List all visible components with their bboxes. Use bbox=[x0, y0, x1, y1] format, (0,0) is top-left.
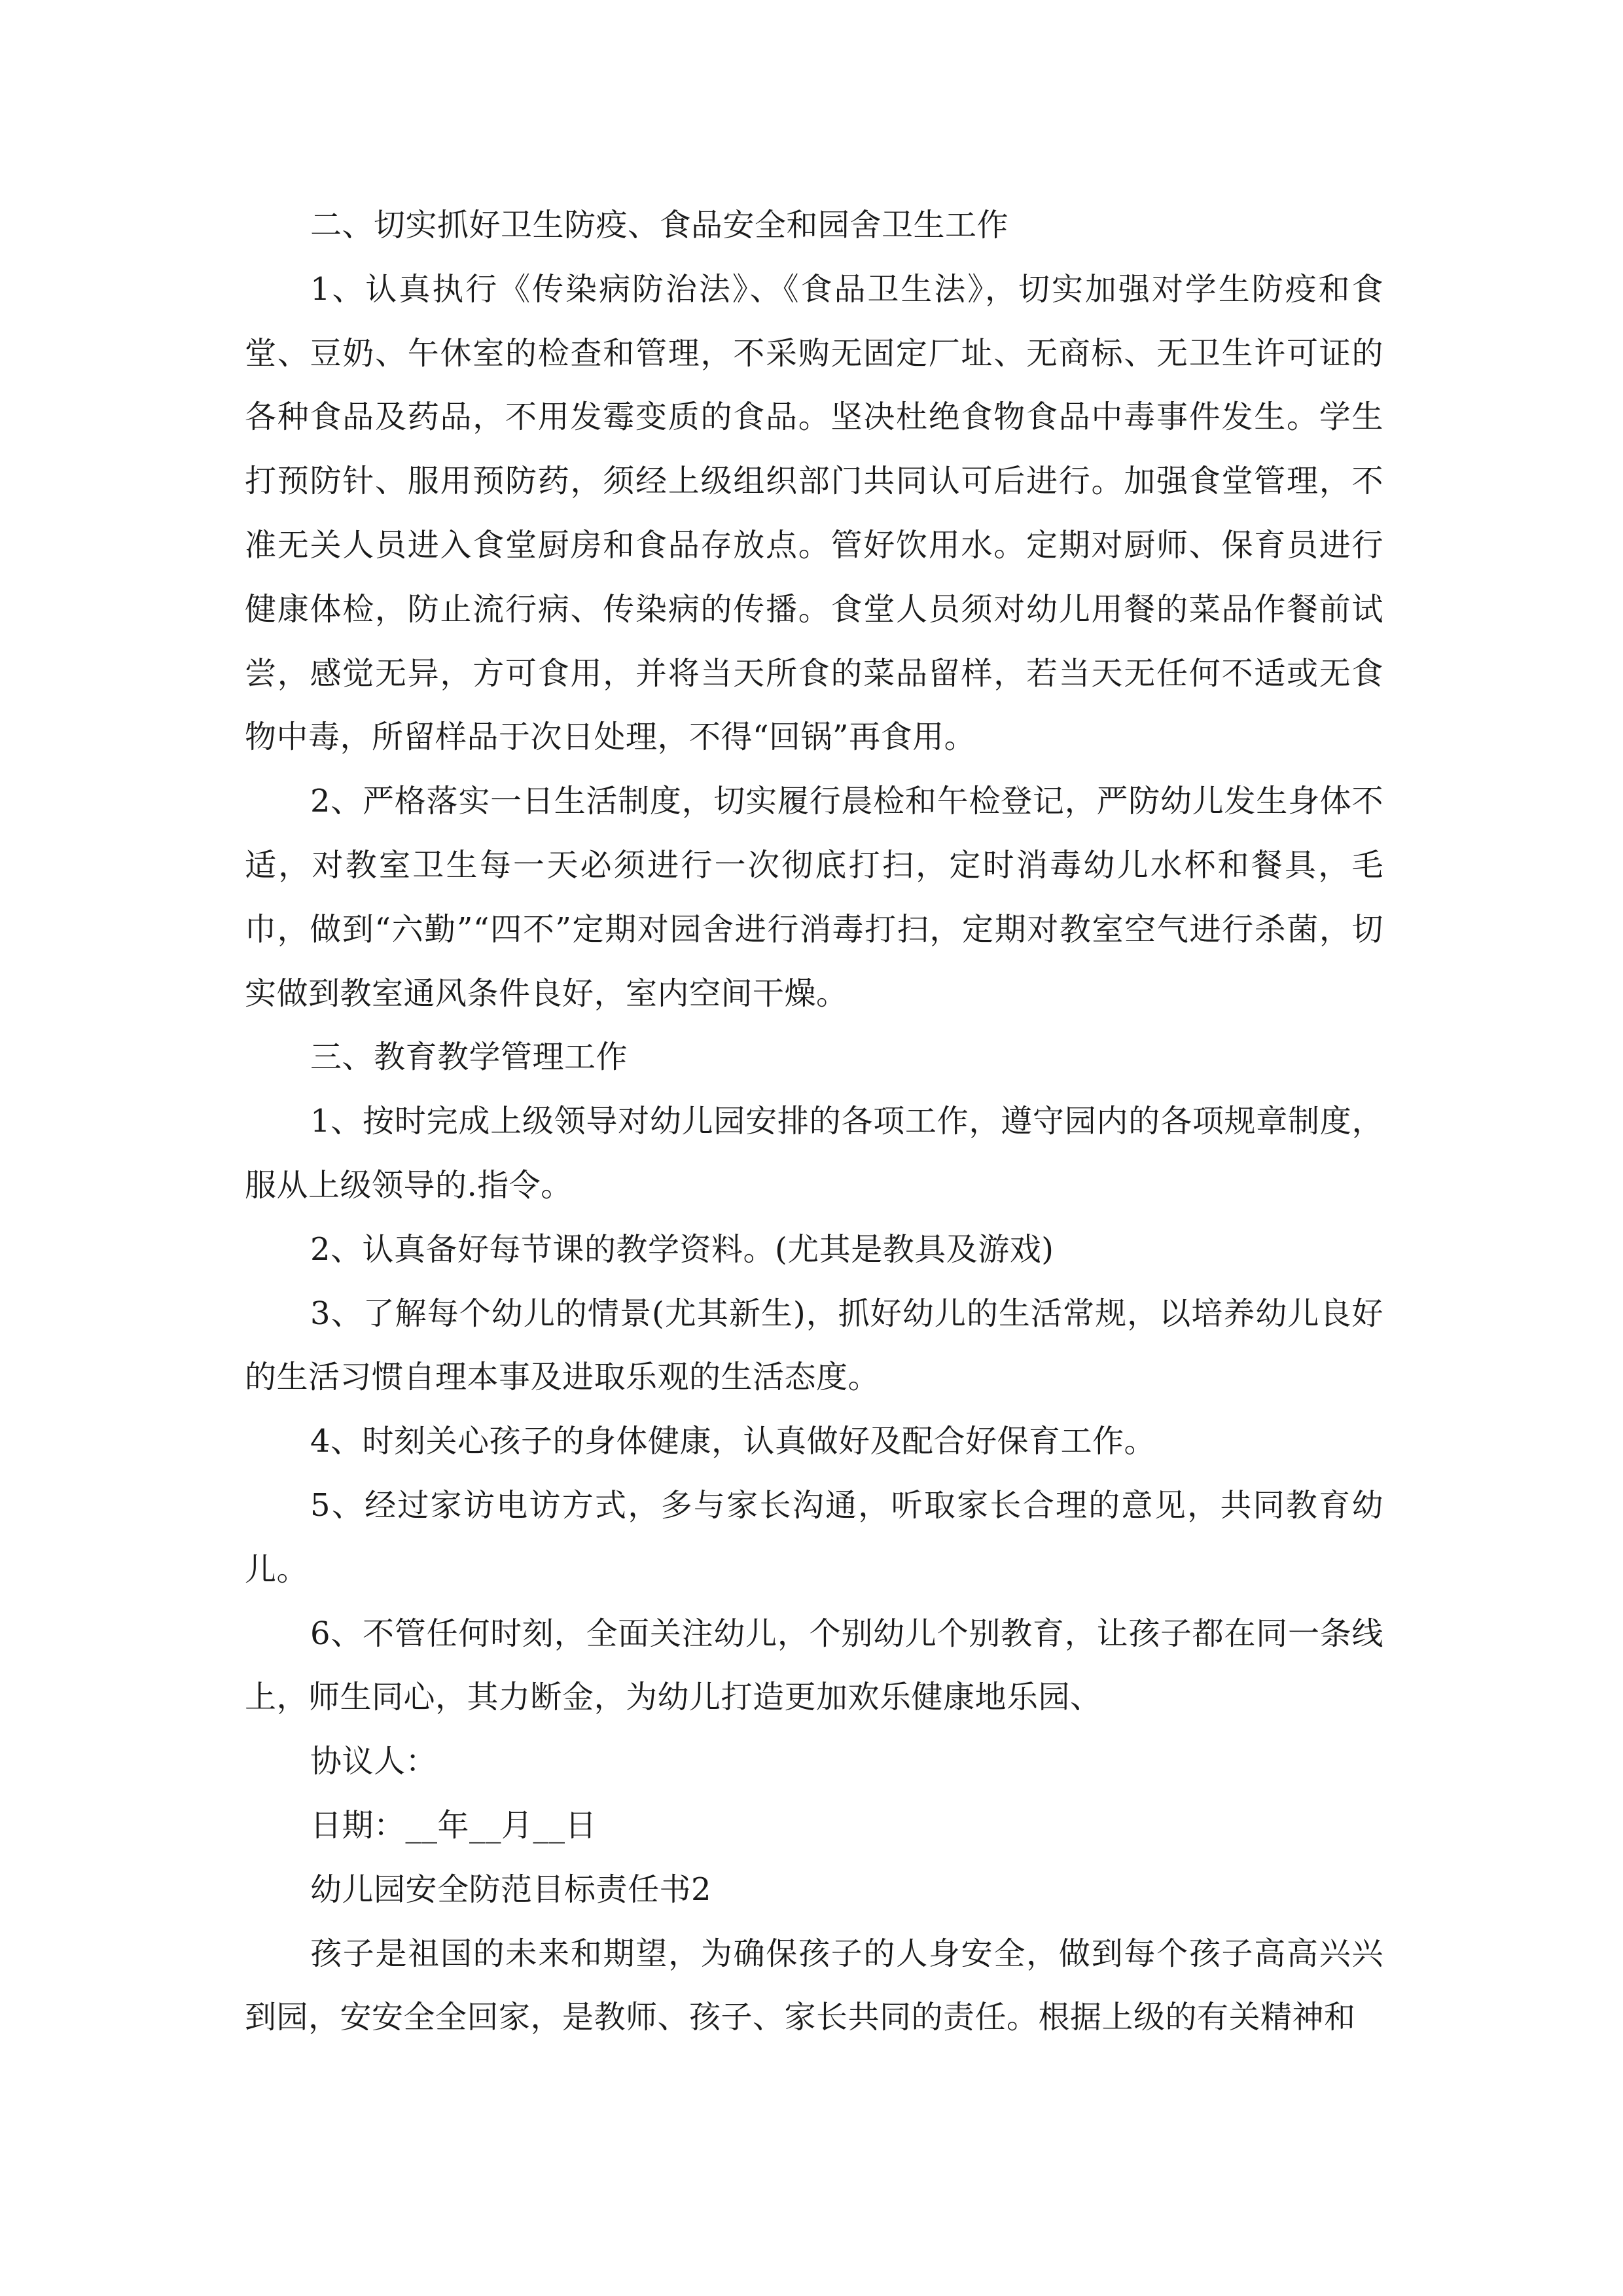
paragraph-education-5: 5、经过家访电访方式，多与家长沟通，听取家长合理的意见，共同教育幼儿。 bbox=[245, 1486, 1383, 1588]
paragraph-education-6: 6、不管任何时刻，全面关注幼儿，个别幼儿个别教育，让孩子都在同一条线上，师生同心，其力断金，为幼儿打造更加欢乐健康地乐园、 bbox=[245, 1615, 1383, 1716]
paragraph-daily-routine: 2、严格落实一日生活制度，切实履行晨检和午检登记，严防幼儿发生身体不适，对教室卫生每一天必须进行一次彻底打扫，定时消毒幼儿水杯和餐具，毛巾，做到“六勤”“四不”定期对园舍进行消毒打扫，定期对教室空气进行杀菌，切实做到教室通风条件良好，室内空间干燥。 bbox=[245, 783, 1383, 1012]
date-line: 日期：__年__月__日 bbox=[310, 1806, 597, 1844]
section-heading-education: 三、教育教学管理工作 bbox=[310, 1039, 628, 1076]
paragraph-education-2: 2、认真备好每节课的教学资料。(尤其是教具及游戏) bbox=[310, 1230, 1054, 1268]
paragraph-intro-2: 孩子是祖国的未来和期望，为确保孩子的人身安全，做到每个孩子高高兴兴到园，安安全全回家，是教师、孩子、家长共同的责任。根据上级的有关精神和 bbox=[245, 1935, 1383, 2036]
document-title-2: 幼儿园安全防范目标责任书2 bbox=[310, 1871, 712, 1908]
section-heading-hygiene: 二、切实抓好卫生防疫、食品安全和园舍卫生工作 bbox=[310, 207, 1009, 243]
paragraph-education-3: 3、了解每个幼儿的情景(尤其新生)，抓好幼儿的生活常规，以培养幼儿良好的生活习惯自理本事及进取乐观的生活态度。 bbox=[245, 1295, 1383, 1396]
paragraph-epidemic-prevention: 1、认真执行《传染病防治法》、《食品卫生法》，切实加强对学生防疫和食堂、豆奶、午休室的检查和管理，不采购无固定厂址、无商标、无卫生许可证的各种食品及药品，不用发霉变质的食品。坚决杜绝食物食品中毒事件发生。学生打预防针、服用预防药，须经上级组织部门共同认可后进行。加强食堂管理，不准无关人员进入食堂厨房和食品存放点。管好饮用水。定期对厨师、保育员进行健康体检，防止流行病、传染病的传播。食堂人员须对幼儿用餐的菜品作餐前试尝，感觉无异，方可食用，并将当天所食的菜品留样，若当天无任何不适或无食物中毒，所留样品于次日处理，不得“回锅”再食用。 bbox=[245, 270, 1383, 756]
signatory-line: 协议人： bbox=[310, 1743, 438, 1780]
document-page bbox=[245, 194, 1383, 2050]
paragraph-education-1: 1、按时完成上级领导对幼儿园安排的各项工作，遵守园内的各项规章制度，服从上级领导的.指令。 bbox=[245, 1103, 1383, 1204]
paragraph-education-4: 4、时刻关心孩子的身体健康，认真做好及配合好保育工作。 bbox=[310, 1423, 1156, 1460]
